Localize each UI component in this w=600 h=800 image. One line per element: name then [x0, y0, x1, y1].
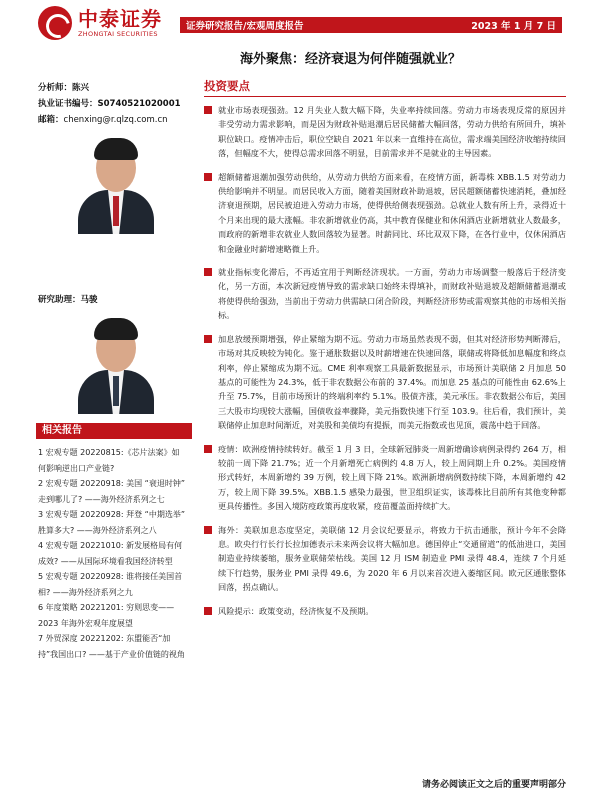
brand-name-cn: 中泰证券 [78, 7, 162, 31]
assistant-name: 马骏 [80, 295, 98, 305]
highlight-paragraph: 就业指标变化滞后，不再适宜用于判断经济现状。一方面，劳动力市场调整一般落后于经济变化，另一方面，本次新冠疫情导致的需求缺口始终未得填补，而财政补贴退坡及超额储蓄退潮或将使得供给强劲，当前出于劳动力供需缺口闭合阶段，判断经济形势或需观察其他的市场相关指标。 [204, 265, 566, 323]
related-reports-list [38, 445, 186, 662]
brand-emblem-icon [38, 6, 72, 40]
related-report-item[interactable]: 3 宏观专题 20220928: 拜登 “中期选举” 胜算多大? ——海外经济系列之八 [38, 510, 185, 535]
highlight-paragraph: 就业市场表现强劲。12 月失业人数大幅下降，失业率持续回落。劳动力市场表现反常的原因并非受劳动力需求影响，而是因为财政补贴退潮后居民储蓄大幅回落，劳动力供给有所回升，填补职位缺口。疫情冲击后，职位空缺自 2021 年以来一直维持在高位，需求端美国经济收缩持续回落，但幅度不大，使得总需求回落不明显，目前需求并不是就业的主导因素。 [204, 103, 566, 161]
report-date: 2023 年 1 月 7 日 [471, 21, 556, 32]
email-line [38, 112, 190, 128]
highlights-title: 投资要点 [204, 78, 566, 97]
assistant-label: 研究助理： [38, 295, 81, 305]
report-header-bar [180, 17, 562, 33]
analyst-name: 陈兴 [72, 83, 90, 93]
highlight-paragraph: 海外：美联加息态度坚定，美联储 12 月会议纪要显示，将致力于抗击通胀，预计今年不会降息。欧央行行长行长拉加德表示未来两会议将大幅加息。德国停止“交通留道”的低油进口，美国制造业持续萎缩，服务业联储荣枯线。美国 12 月 ISM 制造业 PMI 录得 48.4，连续 7 个月延续下行趋势，服务业 PMI 录得 49.6，为 2020 年 6 月以来首次进入萎缩区间。欧元区通胀整体回落，拐点确认。 [204, 523, 566, 595]
email-link[interactable]: chenxing@r.qlzq.com.cn [63, 115, 168, 125]
page-title: 海外聚焦：经济衰退为何伴随强就业？ [240, 52, 462, 67]
brand-name-en: ZHONGTAI SECURITIES [78, 30, 158, 38]
report-category: 证券研究报告/宏观周度报告 [186, 21, 304, 32]
analyst-panel [38, 80, 190, 414]
cert-label: 执业证书编号： [38, 99, 98, 109]
related-report-item[interactable]: 1 宏观专题 20220815:《芯片法案》如何影响逆出口产业链? [38, 448, 180, 473]
related-report-item[interactable]: 7 外贸深度 20221202: 东盟能否“加持”我国出口? ——基于产业价值链的视角 [38, 634, 185, 659]
analyst-photo [66, 134, 166, 234]
disclaimer-footer: 请务必阅读正文之后的重要声明部分 [421, 780, 566, 790]
related-report-item[interactable]: 4 宏观专题 20221010: 新发展格局有何成效? ——从国际环境看我国经济转型 [38, 541, 183, 566]
assistant-line [38, 292, 190, 308]
related-report-item[interactable]: 5 宏观专题 20220928: 谁将接任美国首相? ——海外经济系列之九 [38, 572, 183, 597]
highlight-paragraph: 加息放缓预期增强，停止紧缩为期不远。劳动力市场虽然表现不弱，但其对经济形势判断滞后，市场对其反映较为钝化。鉴于通胀数据以及时薪增速在快速回落，联储或将降低加息幅度和终点利率，停止紧缩成为期不远。CME 利率观察工具最新数据显示，市场预计美联储 2 月加息 50 基点的可能性为 24.3%，低于非农数据公布前的 37.4%。而加息 25 基点的可能性由 62.6%上升至 75.7%，目前市场预计的终端利率约 5.1%。股债齐涨，美元承压。非农数据公布后，美国三大股市均现较大涨幅，国债收益率骤降，美元指数快速下行至 103.9。往后看，我们预计，美联储停止加息时间渐近，对美股和美债均有提振，而美元指数或也见顶，震荡中趋于回落。 [204, 332, 566, 433]
related-reports-header: 相关报告 [36, 423, 192, 439]
assistant-photo [66, 314, 166, 414]
email-label: 邮箱： [38, 115, 64, 125]
cert-line [38, 96, 190, 112]
highlight-paragraph: 风险提示：政策变动，经济恢复不及预期。 [204, 604, 566, 618]
brand-logo [38, 6, 162, 40]
related-report-item[interactable]: 6 年度策略 20221201: 穷则思变——2023 年海外宏观年度展望 [38, 603, 175, 628]
highlight-paragraph: 超额储蓄退潮加强劳动供给，从劳动力供给方面来看，在疫情方面，新毒株 XBB.1.5 对劳动力供给影响并不明显。而居民收入方面，随着美国财政补助退坡，居民超额储蓄快速消耗，叠加经济衰退预期，居民被迫进入劳动力市场，使得供给侧表现强劲。总就业人数有所上升，录得近十个月来出现的最大涨幅。非农新增就业仍高，其中教育保健业和休闲酒店业新增就业人数最多，而政府的新增非农就业人数回落较为显著。时薪同比、环比双双下降，在各行业中，仅休闲酒店和金融业时薪增速略微上升。 [204, 170, 566, 256]
highlight-paragraph: 疫情：欧洲疫情持续转好。截至 1 月 3 日，全球新冠肺炎一周新增确诊病例录得约 264 万，相较前一周下降 21.7%；近一个月新增死亡病例约 4.8 万人，较上周同期上升 0.2%。美国疫情形式转好，本周新增约 39 万例，较上周下降 21%。欧洲新增病例数持续下降，本周新增约 42 万，较上周下降 39.5%。XBB.1.5 感染力最强，世卫组织证实，该毒株比目前所有其他变种都更具传播性。多国入境防疫政策再度收紧，疫苗覆盖面持续扩大。 [204, 442, 566, 514]
analyst-label: 分析师： [38, 83, 73, 93]
investment-highlights [204, 78, 566, 627]
related-report-item[interactable]: 2 宏观专题 20220918: 美国 “衰退时钟” 走到哪儿了? ——海外经济系列之七 [38, 479, 185, 504]
cert-number: S0740521020001 [97, 99, 181, 109]
analyst-line [38, 80, 190, 96]
